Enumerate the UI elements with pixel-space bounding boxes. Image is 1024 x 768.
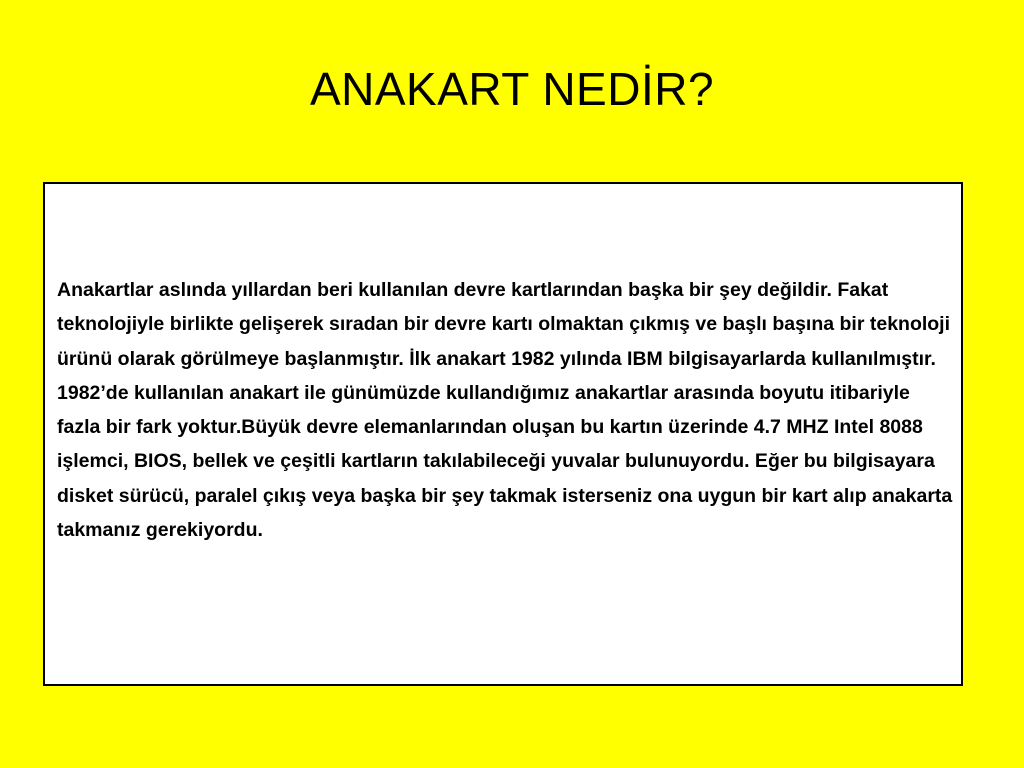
- content-box: [43, 182, 963, 686]
- slide-title: ANAKART NEDİR?: [309, 63, 715, 115]
- body-text: Anakartlar aslında yıllardan beri kullanılan devre kartlarından başka bir şey değildir. Fakat teknolojiyle birlikte gelişerek sıradan bir devre kartı olmaktan çıkmış ve başlı başına bir teknoloji ürünü olarak görülmeye başlanmıştır. İlk anakart 1982 yılında IBM bilgisayarlarda kullanılmıştır. 1982’de kullanılan anakart ile günümüzde kullandığımız anakartlar arasında boyutu itibariyle fazla bir fark yoktur.Büyük devre elemanlarından oluşan bu kartın üzerinde 4.7 MHZ Intel 8088 işlemci, BIOS, bellek ve çeşitli kartların takılabileceği yuvalar bulunuyordu. Eğer bu bilgisayara disket sürücü, paralel çıkış veya başka bir şey takmak isterseniz ona uygun bir kart alıp anakarta takmanız gerekiyordu.: [57, 279, 953, 542]
